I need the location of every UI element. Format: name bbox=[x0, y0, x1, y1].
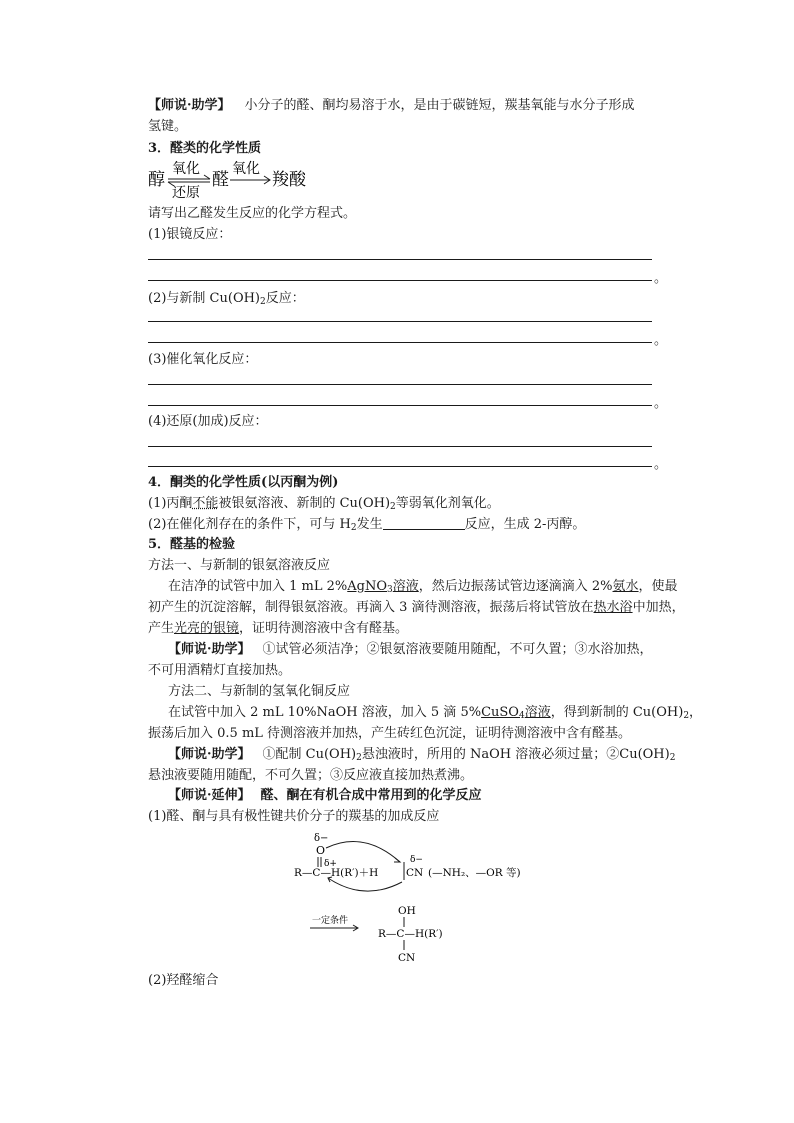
answer-line bbox=[148, 321, 652, 322]
reactant-formula: R—C—H(R′)＋H bbox=[294, 867, 379, 879]
cn-product-label: CN bbox=[398, 952, 416, 964]
subscript: 4 bbox=[518, 711, 525, 721]
q2-text-end: 反应： bbox=[265, 291, 305, 306]
tip-tag: 【师说·助学】 bbox=[168, 642, 251, 657]
note-label: (—NH₂、—OR 等) bbox=[428, 867, 521, 879]
subscript: 2 bbox=[390, 502, 396, 512]
prompt: 请写出乙醛发生反应的化学方程式。 bbox=[148, 206, 357, 221]
section-3-title: 3．醛类的化学性质 bbox=[148, 141, 262, 156]
extension-item-1: (1)醛、酮与具有极性键共价分子的羰基的加成反应 bbox=[148, 809, 440, 824]
text: 在试管中加入 2 mL 10%NaOH 溶液，加入 5 滴 5% bbox=[168, 705, 482, 720]
tip-line-1 bbox=[148, 97, 635, 115]
oxygen-label: O bbox=[316, 844, 326, 857]
text: 产生 bbox=[148, 621, 175, 636]
answer-line bbox=[148, 384, 652, 385]
text: 在洁净的试管中加入 1 mL 2% bbox=[168, 579, 348, 594]
q2-text: (2)与新制 Cu(OH) bbox=[148, 291, 261, 306]
fill-blank[interactable] bbox=[383, 517, 465, 530]
subscript: 3 bbox=[387, 585, 393, 595]
text: 被银氨溶液、新制的 Cu(OH) bbox=[218, 496, 391, 511]
text: 中加热， bbox=[632, 600, 685, 615]
subscript: 2 bbox=[356, 753, 362, 763]
underlined-text bbox=[481, 705, 551, 720]
text: CuSO bbox=[481, 705, 519, 720]
cn-label: CN bbox=[406, 867, 424, 879]
answer-line bbox=[148, 466, 652, 467]
text: 等弱氧化剂氧化。 bbox=[395, 496, 500, 511]
section-5-title: 5．醛基的检验 bbox=[148, 537, 236, 552]
underlined-text: 氨水 bbox=[612, 579, 639, 594]
underlined-text: 热水浴 bbox=[593, 600, 633, 615]
tip-tag: 【师说·延伸】 bbox=[168, 788, 251, 803]
underlined-text: 光亮的银镜 bbox=[174, 621, 240, 636]
text: ，得到新制的 Cu(OH) bbox=[550, 705, 684, 720]
emphasis-text: 不能 bbox=[192, 496, 219, 511]
delta-minus-label: δ− bbox=[314, 833, 329, 844]
text: 发生 bbox=[356, 517, 383, 532]
acid-label: 羧酸 bbox=[272, 170, 306, 190]
delta-plus-label: δ+ bbox=[324, 859, 337, 869]
text: 初产生的沉淀溶解，制得银氨溶液。再滴入 3 滴待测溶液，振荡后将试管放在 bbox=[148, 600, 594, 615]
text: 反应，生成 2-丙醇。 bbox=[464, 517, 586, 532]
method-2-line-2: 振荡后加入 0.5 mL 待测溶液并加热，产生砖红色沉淀，证明待测溶液中含有醛基。 bbox=[148, 726, 632, 741]
method-1-line-3 bbox=[148, 620, 408, 638]
tip-text-cont: 氢键。 bbox=[148, 119, 188, 134]
condition-label: 一定条件 bbox=[312, 916, 349, 926]
method-2-title: 方法二、与新制的氢氧化铜反应 bbox=[168, 684, 351, 699]
method-1-title: 方法一、与新制的银氨溶液反应 bbox=[148, 558, 331, 573]
underlined-text bbox=[347, 579, 419, 594]
answer-line bbox=[148, 446, 652, 447]
product-formula: R—C—H(R′) bbox=[378, 928, 443, 940]
question-3: (3)催化氧化反应： bbox=[148, 352, 258, 367]
text: (1)丙酮 bbox=[148, 496, 193, 511]
text: AgNO bbox=[347, 579, 388, 594]
subscript: 2 bbox=[260, 297, 266, 307]
text: ，使最 bbox=[638, 579, 678, 594]
period: 。 bbox=[654, 396, 668, 411]
question-2 bbox=[148, 290, 305, 311]
subscript: 2 bbox=[669, 753, 676, 763]
tip-tag: 【师说·助学】 bbox=[148, 98, 231, 113]
subscript: 2 bbox=[350, 523, 357, 533]
oxidation-label-1: 氧化 bbox=[172, 161, 200, 177]
period: 。 bbox=[654, 333, 668, 348]
text: ，证明待测溶液中含有醛基。 bbox=[239, 621, 409, 636]
oxidation-label-2: 氧化 bbox=[232, 161, 260, 177]
tip-line-2 bbox=[148, 118, 187, 136]
text: ①配制 Cu(OH) bbox=[262, 747, 357, 762]
oh-label: OH bbox=[398, 905, 416, 917]
aldehyde-label: 醛 bbox=[212, 170, 229, 190]
extension-header bbox=[168, 787, 482, 805]
period: 。 bbox=[654, 271, 668, 286]
reduction-label: 还原 bbox=[172, 185, 200, 201]
oxidation-scheme bbox=[146, 157, 316, 201]
method-2-line-1 bbox=[168, 704, 702, 725]
delta-minus-cn-label: δ− bbox=[410, 855, 423, 865]
addition-reaction-figure bbox=[292, 828, 542, 968]
tip-text: 小分子的醛、酮均易溶于水，是由于碳链短，羰基氧能与水分子形成 bbox=[244, 98, 635, 113]
text: ①试管必须洁净；②银氨溶液要随用随配，不可久置；③水浴加热， bbox=[262, 642, 653, 657]
text: ， bbox=[689, 705, 703, 720]
extension-item-2: (2)羟醛缩合 bbox=[148, 973, 219, 988]
method-1-line-2 bbox=[148, 599, 685, 617]
question-1: (1)银镜反应： bbox=[148, 227, 232, 242]
method-1-line-1 bbox=[168, 578, 678, 599]
section-4-item-2 bbox=[148, 516, 585, 537]
tip-3-line-1 bbox=[168, 746, 675, 767]
text: ，然后边振荡试管边逐滴滴入 2% bbox=[418, 579, 613, 594]
text: 溶液 bbox=[524, 705, 551, 720]
question-4: (4)还原(加成)反应： bbox=[148, 414, 268, 429]
tip-2-line-2: 不可用酒精灯直接加热。 bbox=[148, 663, 292, 678]
answer-line bbox=[148, 405, 652, 406]
tip-3-line-2: 悬浊液要随用随配，不可久置；③反应液直接加热煮沸。 bbox=[148, 768, 474, 783]
text: 悬浊液时，所用的 NaOH 溶液必须过量；②Cu(OH) bbox=[361, 747, 670, 762]
section-4-title: 4．酮类的化学性质(以丙酮为例) bbox=[148, 475, 339, 490]
tip-tag: 【师说·助学】 bbox=[168, 747, 251, 762]
alcohol-label: 醇 bbox=[148, 170, 165, 190]
text: 溶液 bbox=[392, 579, 419, 594]
tip-2-line-1 bbox=[168, 641, 653, 659]
text: (2)在催化剂存在的条件下，可与 H bbox=[148, 517, 351, 532]
period: 。 bbox=[654, 457, 668, 472]
subscript: 2 bbox=[683, 711, 690, 721]
answer-line bbox=[148, 280, 652, 281]
extension-title: 醛、酮在有机合成中常用到的化学反应 bbox=[260, 788, 482, 803]
answer-line bbox=[148, 259, 652, 260]
section-4-item-1 bbox=[148, 495, 500, 516]
answer-line bbox=[148, 342, 652, 343]
